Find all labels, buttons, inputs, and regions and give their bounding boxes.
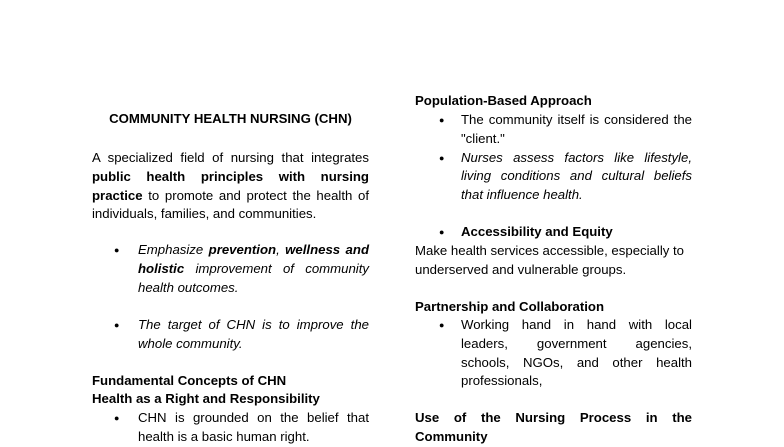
list-item: ● The target of CHN is to improve the whole community. [92, 316, 369, 354]
section-heading-nursing-process-cont: Community [415, 429, 488, 444]
section-heading-accessibility: ● Accessibility and Equity [415, 223, 692, 242]
population-list [415, 111, 692, 205]
accessibility-paragraph: Make health services accessible, especially to underserved and vulnerable groups. [415, 243, 685, 277]
list-item: ● The community itself is considered the "client." [415, 111, 692, 149]
list-item: ● Emphasize prevention, wellness and holistic improvement of community health outcomes. [92, 241, 369, 297]
section-heading-partnership: Partnership and Collaboration [415, 299, 605, 314]
list-item: ● Working hand in hand with local leaders, government agencies, schools, NGOs, and other health professionals, [415, 316, 692, 391]
emphasis-list [92, 241, 369, 297]
accessibility-heading-list [415, 223, 692, 242]
list-item: ● Nurses assess factors like lifestyle, living conditions and cultural beliefs that influence health. [415, 149, 692, 205]
section-heading-fundamental: Fundamental Concepts of CHN [92, 373, 287, 388]
section-heading-nursing-process: Use of the Nursing Process in the [415, 410, 692, 425]
page-title: COMMUNITY HEALTH NURSING (CHN) [109, 111, 352, 126]
list-item: ● CHN is grounded on the belief that health is a basic human right. [92, 409, 369, 447]
intro-paragraph: A specialized field of nursing that integrates public health principles with nursing practice to promote and protect the health of individuals, families, and communities. [92, 150, 369, 222]
section-heading-population: Population-Based Approach [415, 93, 592, 108]
section-heading-health-right: Health as a Right and Responsibility [92, 391, 320, 406]
target-list [92, 316, 369, 354]
partnership-list [415, 316, 692, 391]
